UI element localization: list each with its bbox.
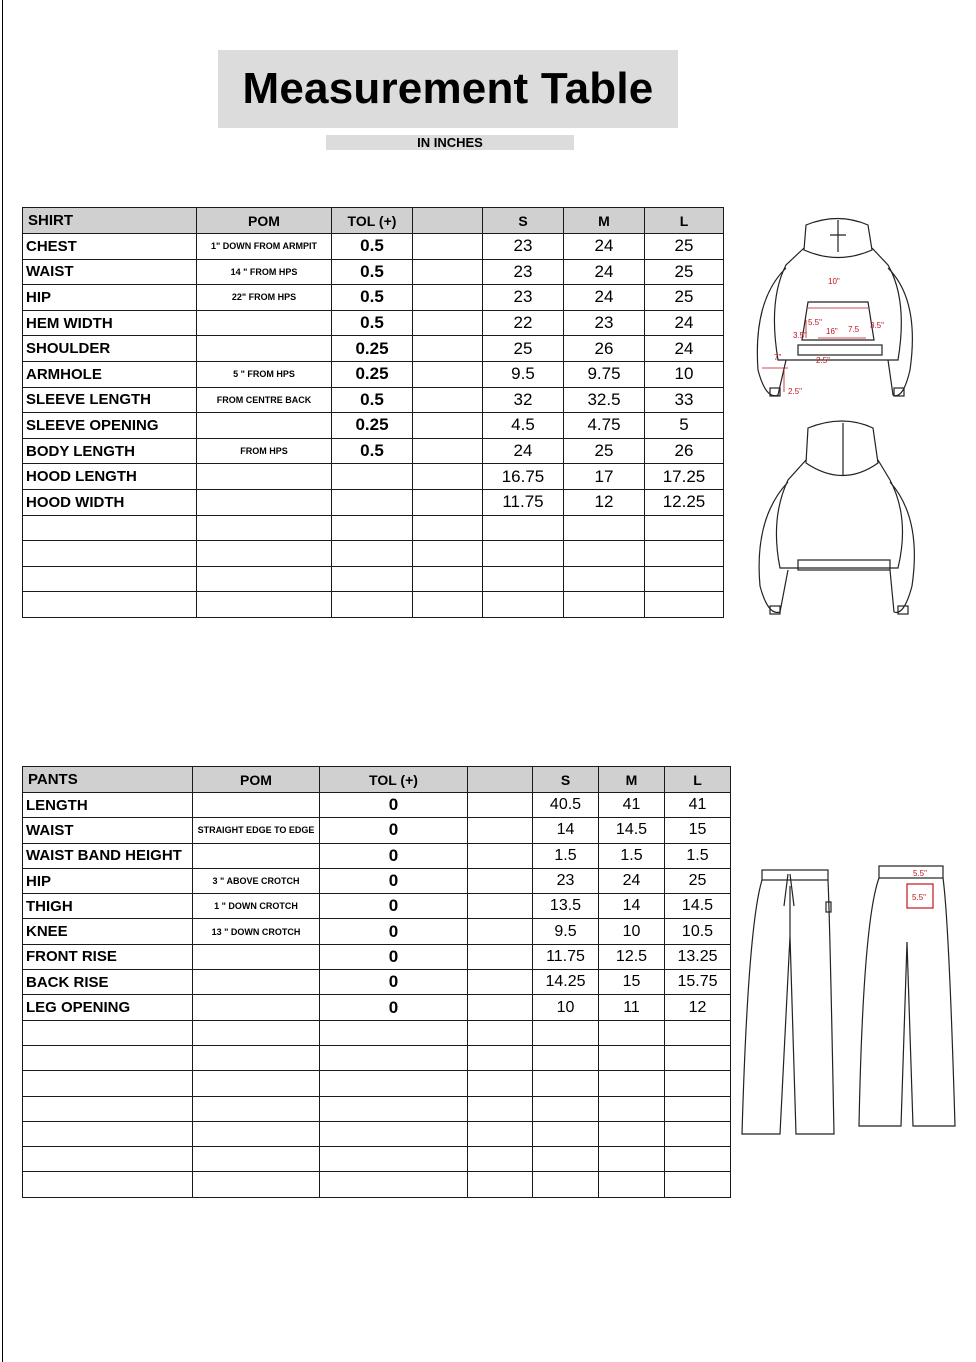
table-cell: FRONT RISE — [23, 944, 193, 969]
table-cell — [468, 1071, 533, 1096]
table-cell: 5 — [645, 413, 724, 439]
annotation-text: 2.5" — [788, 387, 802, 396]
table-cell: 14 — [599, 894, 665, 919]
table-cell — [320, 1147, 468, 1172]
table-row — [23, 387, 724, 413]
table-cell — [599, 1071, 665, 1096]
table-cell: 17.25 — [645, 464, 724, 490]
column-header: L — [665, 767, 731, 793]
table-cell: 1" DOWN FROM ARMPIT — [197, 234, 332, 260]
table-row — [23, 1096, 731, 1121]
table-cell: 24 — [645, 336, 724, 362]
table-cell — [599, 1096, 665, 1121]
table-cell — [332, 464, 413, 490]
table-cell — [468, 894, 533, 919]
table-cell — [193, 1045, 320, 1070]
table-cell: 40.5 — [533, 793, 599, 818]
table-cell — [413, 464, 483, 490]
table-cell: 0.25 — [332, 336, 413, 362]
table-cell — [533, 1121, 599, 1146]
table-cell — [533, 1071, 599, 1096]
table-cell: 1 " DOWN CROTCH — [193, 894, 320, 919]
table-cell: 4.5 — [483, 413, 564, 439]
table-cell — [320, 1071, 468, 1096]
table-cell: KNEE — [23, 919, 193, 944]
table-cell — [665, 1172, 731, 1197]
table-row — [23, 285, 724, 311]
column-header: POM — [193, 767, 320, 793]
table-cell — [665, 1045, 731, 1070]
table-cell: 1.5 — [665, 843, 731, 868]
table-cell: BACK RISE — [23, 970, 193, 995]
table-cell — [320, 1096, 468, 1121]
table-cell: 14 " FROM HPS — [197, 259, 332, 285]
table-cell — [23, 1147, 193, 1172]
table-cell: 0 — [320, 894, 468, 919]
table-cell: 0.5 — [332, 387, 413, 413]
left-margin-rule — [2, 0, 3, 1362]
table-cell — [23, 592, 197, 618]
table-cell: 0 — [320, 793, 468, 818]
column-header — [468, 767, 533, 793]
table-cell: STRAIGHT EDGE TO EDGE — [193, 818, 320, 843]
table-cell — [599, 1020, 665, 1045]
table-cell: 13 " DOWN CROTCH — [193, 919, 320, 944]
table-cell — [23, 1071, 193, 1096]
table-cell: 41 — [665, 793, 731, 818]
table-cell: 14.5 — [665, 894, 731, 919]
column-header: M — [599, 767, 665, 793]
table-row — [23, 1020, 731, 1045]
table-cell — [23, 1045, 193, 1070]
table-cell: 11 — [599, 995, 665, 1020]
table-cell: HEM WIDTH — [23, 310, 197, 336]
table-cell: 1.5 — [533, 843, 599, 868]
table-cell: 16.75 — [483, 464, 564, 490]
table-cell — [197, 464, 332, 490]
table-cell — [468, 970, 533, 995]
table-row — [23, 515, 724, 541]
table-cell — [468, 818, 533, 843]
table-row — [23, 1071, 731, 1096]
table-cell: 0.25 — [332, 361, 413, 387]
table-cell — [599, 1172, 665, 1197]
table-row — [23, 361, 724, 387]
table-cell — [468, 843, 533, 868]
table-row — [23, 592, 724, 618]
table-cell — [468, 1096, 533, 1121]
table-cell — [23, 1172, 193, 1197]
annotation-text: 16" — [826, 327, 838, 336]
table-cell: 0 — [320, 970, 468, 995]
table-cell — [193, 1172, 320, 1197]
table-cell — [197, 489, 332, 515]
table-cell: 9.5 — [483, 361, 564, 387]
table-cell — [193, 843, 320, 868]
shirt-measurement-table — [22, 207, 724, 618]
table-cell: 23 — [483, 234, 564, 260]
table-cell — [193, 1121, 320, 1146]
table-cell: 32 — [483, 387, 564, 413]
table-cell: FROM HPS — [197, 438, 332, 464]
table-cell: WAIST BAND HEIGHT — [23, 843, 193, 868]
table-cell — [483, 592, 564, 618]
table-cell: ARMHOLE — [23, 361, 197, 387]
table-cell — [320, 1121, 468, 1146]
table-cell — [645, 515, 724, 541]
table-cell: 10.5 — [665, 919, 731, 944]
table-row — [23, 1147, 731, 1172]
table-cell: 25 — [665, 868, 731, 893]
table-cell: 12.5 — [599, 944, 665, 969]
hoodie-front-sketch — [748, 210, 918, 400]
table-cell — [533, 1020, 599, 1045]
table-cell — [23, 1020, 193, 1045]
table-cell: 25 — [645, 259, 724, 285]
table-cell: 24 — [564, 234, 645, 260]
table-cell — [645, 592, 724, 618]
table-cell — [332, 592, 413, 618]
table-cell — [564, 541, 645, 567]
table-row — [23, 919, 731, 944]
annotation-text: 7.5 — [848, 325, 860, 334]
table-cell — [483, 541, 564, 567]
annotation-text: 5.5" — [808, 318, 822, 327]
table-cell — [413, 336, 483, 362]
table-cell: 0 — [320, 868, 468, 893]
table-cell: 0 — [320, 818, 468, 843]
table-cell — [533, 1045, 599, 1070]
table-cell — [193, 995, 320, 1020]
table-cell: 0 — [320, 843, 468, 868]
table-cell: SHOULDER — [23, 336, 197, 362]
table-cell — [483, 566, 564, 592]
table-cell: BODY LENGTH — [23, 438, 197, 464]
table-cell — [533, 1096, 599, 1121]
table-cell — [332, 541, 413, 567]
pants-front-sketch — [738, 866, 838, 1141]
table-cell — [468, 1121, 533, 1146]
table-cell: 15.75 — [665, 970, 731, 995]
table-cell: 3 " ABOVE CROTCH — [193, 868, 320, 893]
column-header: TOL (+) — [332, 208, 413, 234]
table-row — [23, 259, 724, 285]
table-cell — [564, 566, 645, 592]
table-cell: 13.5 — [533, 894, 599, 919]
column-header — [413, 208, 483, 234]
table-cell — [599, 1147, 665, 1172]
title-banner — [218, 50, 678, 128]
table-cell: HOOD WIDTH — [23, 489, 197, 515]
table-cell — [468, 1020, 533, 1045]
table-cell: HIP — [23, 285, 197, 311]
table-cell: 0.5 — [332, 310, 413, 336]
table-cell: 24 — [483, 438, 564, 464]
table-row — [23, 1045, 731, 1070]
table-cell: 10 — [533, 995, 599, 1020]
table-row — [23, 1172, 731, 1197]
table-cell — [413, 285, 483, 311]
table-cell: 10 — [645, 361, 724, 387]
table-cell: LENGTH — [23, 793, 193, 818]
table-cell — [483, 515, 564, 541]
table-cell — [193, 1071, 320, 1096]
table-row — [23, 868, 731, 893]
table-cell — [599, 1045, 665, 1070]
table-cell — [468, 793, 533, 818]
column-header: TOL (+) — [320, 767, 468, 793]
annotation-text: 7" — [774, 353, 782, 362]
table-cell: 4.75 — [564, 413, 645, 439]
table-cell — [533, 1147, 599, 1172]
table-cell — [468, 1172, 533, 1197]
table-cell — [320, 1020, 468, 1045]
table-cell — [413, 592, 483, 618]
table-cell: 26 — [564, 336, 645, 362]
table-cell — [665, 1020, 731, 1045]
table-cell — [23, 1121, 193, 1146]
table-cell — [332, 515, 413, 541]
table-cell: 13.25 — [665, 944, 731, 969]
table-cell — [193, 793, 320, 818]
table-cell — [320, 1172, 468, 1197]
table-cell — [413, 566, 483, 592]
table-cell — [468, 1045, 533, 1070]
annotation-text: 5.5" — [912, 893, 926, 902]
annotation-text: 2.5" — [816, 356, 830, 365]
table-header-row — [23, 767, 731, 793]
table-cell: 23 — [533, 868, 599, 893]
table-cell: CHEST — [23, 234, 197, 260]
table-cell — [23, 566, 197, 592]
table-cell: 25 — [483, 336, 564, 362]
table-cell — [193, 1147, 320, 1172]
table-cell: 33 — [645, 387, 724, 413]
table-cell — [197, 413, 332, 439]
table-cell — [645, 541, 724, 567]
table-cell — [413, 489, 483, 515]
table-cell: 14.5 — [599, 818, 665, 843]
table-cell: 11.75 — [533, 944, 599, 969]
table-row — [23, 566, 724, 592]
table-cell: 14.25 — [533, 970, 599, 995]
table-cell — [599, 1121, 665, 1146]
table-cell: SLEEVE LENGTH — [23, 387, 197, 413]
table-cell: 25 — [645, 285, 724, 311]
table-cell: 17 — [564, 464, 645, 490]
table-cell — [332, 489, 413, 515]
table-cell — [413, 515, 483, 541]
table-cell: THIGH — [23, 894, 193, 919]
table-cell: 1.5 — [599, 843, 665, 868]
table-cell: 0.5 — [332, 259, 413, 285]
column-header: M — [564, 208, 645, 234]
table-cell: 12.25 — [645, 489, 724, 515]
table-cell — [197, 310, 332, 336]
table-cell: WAIST — [23, 259, 197, 285]
table-cell — [413, 259, 483, 285]
table-cell — [193, 944, 320, 969]
table-cell: 24 — [599, 868, 665, 893]
table-cell — [665, 1121, 731, 1146]
table-row — [23, 818, 731, 843]
table-cell — [564, 515, 645, 541]
table-cell — [193, 970, 320, 995]
table-row — [23, 489, 724, 515]
table-cell: 22" FROM HPS — [197, 285, 332, 311]
annotation-text: 10" — [828, 277, 840, 286]
table-cell — [564, 592, 645, 618]
table-cell: 23 — [564, 310, 645, 336]
table-cell: 0.25 — [332, 413, 413, 439]
table-cell — [665, 1096, 731, 1121]
table-row — [23, 234, 724, 260]
table-cell: SLEEVE OPENING — [23, 413, 197, 439]
table-cell — [413, 413, 483, 439]
column-header: SHIRT — [23, 208, 197, 234]
table-cell: 24 — [564, 285, 645, 311]
table-row — [23, 541, 724, 567]
table-cell — [468, 944, 533, 969]
table-cell: 32.5 — [564, 387, 645, 413]
table-cell — [193, 1096, 320, 1121]
table-cell: 12 — [665, 995, 731, 1020]
pants-back-sketch — [855, 862, 960, 1132]
column-header: S — [533, 767, 599, 793]
table-cell: 5 " FROM HPS — [197, 361, 332, 387]
table-cell — [23, 1096, 193, 1121]
table-cell — [23, 515, 197, 541]
table-cell: 41 — [599, 793, 665, 818]
table-cell: 25 — [645, 234, 724, 260]
table-row — [23, 793, 731, 818]
table-cell — [413, 541, 483, 567]
table-cell: 0 — [320, 995, 468, 1020]
table-cell: 0.5 — [332, 285, 413, 311]
table-cell: 0 — [320, 944, 468, 969]
table-cell — [468, 995, 533, 1020]
table-cell: 0 — [320, 919, 468, 944]
table-cell: 24 — [564, 259, 645, 285]
table-cell: LEG OPENING — [23, 995, 193, 1020]
column-header: L — [645, 208, 724, 234]
units-label: IN INCHES — [326, 135, 574, 150]
table-cell: WAIST — [23, 818, 193, 843]
table-cell: 15 — [665, 818, 731, 843]
page-title: Measurement Table — [242, 64, 654, 113]
table-cell: FROM CENTRE BACK — [197, 387, 332, 413]
table-cell: 22 — [483, 310, 564, 336]
table-cell: 0.5 — [332, 234, 413, 260]
table-cell: 23 — [483, 285, 564, 311]
table-cell: 0.5 — [332, 438, 413, 464]
table-cell: 25 — [564, 438, 645, 464]
table-cell — [413, 310, 483, 336]
table-cell — [665, 1147, 731, 1172]
table-row — [23, 970, 731, 995]
column-header: S — [483, 208, 564, 234]
table-cell: 14 — [533, 818, 599, 843]
table-cell: 12 — [564, 489, 645, 515]
table-row — [23, 843, 731, 868]
table-row — [23, 894, 731, 919]
table-row — [23, 310, 724, 336]
table-row — [23, 438, 724, 464]
table-cell — [197, 566, 332, 592]
table-cell — [197, 336, 332, 362]
table-cell: HIP — [23, 868, 193, 893]
annotation-text: 5.5" — [913, 869, 927, 878]
table-cell — [665, 1071, 731, 1096]
table-cell — [468, 868, 533, 893]
table-cell: 15 — [599, 970, 665, 995]
table-cell — [197, 592, 332, 618]
table-cell — [23, 541, 197, 567]
table-row — [23, 995, 731, 1020]
table-cell: HOOD LENGTH — [23, 464, 197, 490]
table-row — [23, 336, 724, 362]
table-row — [23, 944, 731, 969]
table-row — [23, 464, 724, 490]
table-cell: 24 — [645, 310, 724, 336]
table-cell — [533, 1172, 599, 1197]
annotation-text: 3.5" — [793, 331, 807, 340]
table-cell — [197, 515, 332, 541]
table-cell — [468, 919, 533, 944]
table-cell: 10 — [599, 919, 665, 944]
column-header: PANTS — [23, 767, 193, 793]
table-cell — [413, 234, 483, 260]
table-cell — [332, 566, 413, 592]
table-cell — [197, 541, 332, 567]
table-cell — [413, 361, 483, 387]
column-header: POM — [197, 208, 332, 234]
hoodie-back-sketch — [748, 418, 918, 618]
table-cell: 11.75 — [483, 489, 564, 515]
annotation-text: 3.5" — [870, 321, 884, 330]
table-cell: 26 — [645, 438, 724, 464]
table-cell: 9.75 — [564, 361, 645, 387]
table-row — [23, 413, 724, 439]
pants-measurement-table — [22, 766, 731, 1198]
table-cell — [193, 1020, 320, 1045]
table-cell: 9.5 — [533, 919, 599, 944]
table-cell — [468, 1147, 533, 1172]
table-cell: 23 — [483, 259, 564, 285]
table-row — [23, 1121, 731, 1146]
table-cell — [413, 438, 483, 464]
table-cell — [320, 1045, 468, 1070]
table-cell — [413, 387, 483, 413]
table-cell — [645, 566, 724, 592]
table-header-row — [23, 208, 724, 234]
